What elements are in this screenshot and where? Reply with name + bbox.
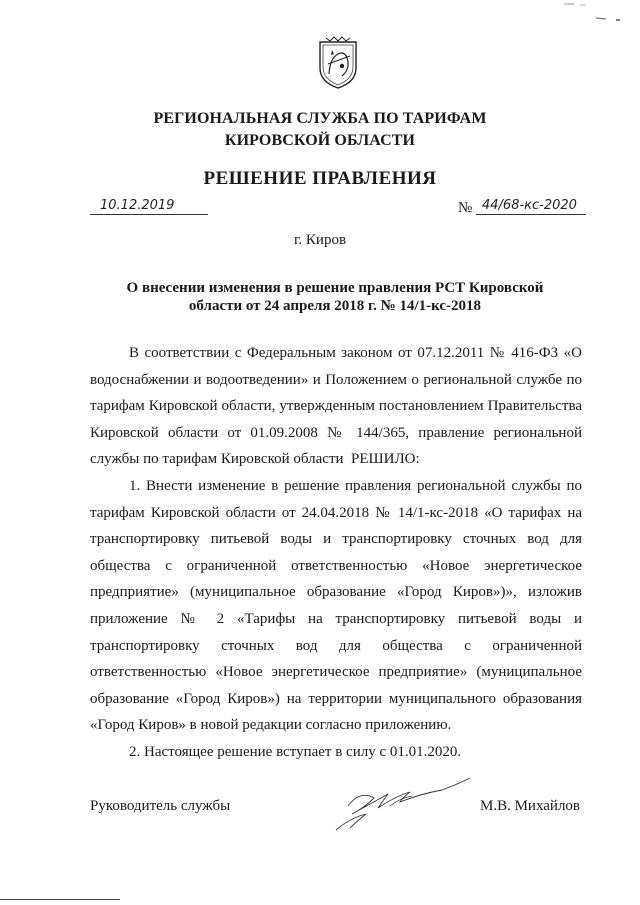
document-title: РЕШЕНИЕ ПРАВЛЕНИЯ — [203, 168, 437, 189]
number-sign: № — [458, 200, 473, 216]
city: г. Киров — [293, 232, 347, 248]
signer-name: М.В. Михайлов — [480, 798, 581, 814]
preamble-paragraph — [90, 340, 582, 473]
coat-of-arms-icon — [316, 36, 360, 90]
bottom-edge-line — [0, 899, 120, 900]
signer-position: Руководитель службы — [90, 798, 231, 814]
handwritten-signature — [330, 768, 480, 838]
date-underline — [90, 214, 208, 215]
org-name-line2: КИРОВСКОЙ ОБЛАСТИ — [224, 132, 416, 149]
org-name-line1: РЕГИОНАЛЬНАЯ СЛУЖБА ПО ТАРИФАМ — [153, 110, 487, 127]
preamble-text: В соответствии с Федеральным законом от 07.12.2011 № 416-ФЗ «О водоснабжении и водоотведении» и Положением о региональной службе по тарифам Кировской области, утвержденным постановлением Правительства Кировской области от 01.09.2008 № 144/365, правление региональной службы по тарифам Кировской области — [90, 345, 582, 468]
subject-line2: области от 24 апреля 2018 г. № 14/1-кс-2018 — [188, 298, 482, 314]
document-date: 10.12.2019 — [100, 198, 175, 213]
decision-word: РЕШИЛО: — [351, 451, 420, 468]
item-1: 1. Внести изменение в решение правления региональной службы по тарифам Кировской области от 24.04.2018 № 14/1-кс-2018 «О тарифах на транспортировку питьевой воды и транспортировку сточных вод для общества с ограниченной ответственностью «Новое энергетическое предприятие» (муниципальное образование «Город Киров»)», изложив приложение № 2 «Тарифы на транспортировку питьевой воды и транспортировку сточных вод для общества с ограниченной ответственностью «Новое энергетическое предприятие» (муниципальное образование «Город Киров») на территории муниципального образования «Город Киров» в новой редакции согласно приложению. — [90, 477, 582, 734]
item-2: 2. Настоящее решение вступает в силу с 01.01.2020. — [129, 743, 462, 760]
body-text — [90, 340, 582, 766]
scan-marks — [560, 0, 640, 30]
subject-line1: О внесении изменения в решение правления РСТ Кировской — [126, 280, 544, 296]
number-underline — [476, 214, 586, 215]
document-number: 44/68-кс-2020 — [482, 198, 577, 213]
